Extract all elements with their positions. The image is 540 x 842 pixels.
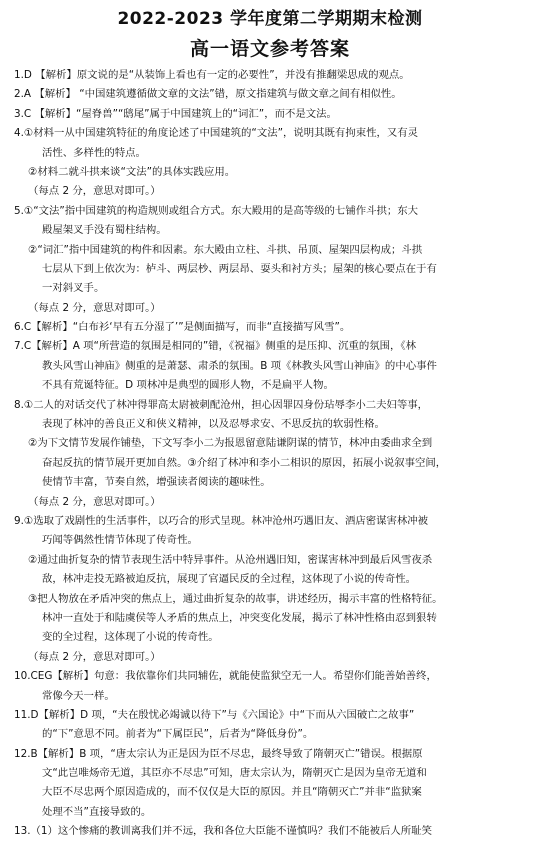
answer-line: ②“词汇”指中国建筑的构件和因素。东大殿由立柱、斗拱、吊顶、屋架四层构成；斗拱	[28, 243, 423, 256]
answer-line: 使情节丰富，节奏自然，增强读者阅读的趣味性。	[42, 476, 271, 489]
answer-line: 变的全过程，这体现了小说的传奇性。	[42, 631, 219, 644]
answer-line: 的“下”意思不同。前者为“下属臣民”，后者为“降低身份”。	[42, 728, 314, 741]
answer-line: （每点 2 分，意思对即可。）	[28, 301, 161, 314]
answer-line: 10.CEG【解析】句意：我依靠你们共同辅佐，就能使监狱空无一人。希望你们能善始善终，	[14, 670, 437, 683]
answer-line: 9.①选取了戏剧性的生活事件，以巧合的形式呈现。林冲沧州巧遇旧友、酒店密谋害林冲被	[14, 514, 429, 527]
answer-line: 活性、多样性的特点。	[42, 146, 146, 159]
answer-line: 奋起反抗的情节展开更加自然。③介绍了林冲和李小二相识的原因，拓展小说叙事空间，	[42, 456, 447, 469]
answer-line: 7.C【解析】A 项“所营造的氛围是相同的”错，《祝福》侧重的是压抑、沉重的氛围，《林	[14, 340, 417, 353]
answer-line: 6.C【解析】“白布衫‘早有五分湿了’”是侧面描写，而非“直接描写风雪”。	[14, 321, 351, 334]
answer-line: 13.（1）这个惨痛的教训离我们并不远，我和各位大臣能不谨慎吗？我们不能被后人所耻笑	[14, 825, 432, 838]
answer-line: 常像今天一样。	[42, 689, 115, 702]
answer-line: 敌，林冲走投无路被迫反抗，展现了官逼民反的全过程，这体现了小说的传奇性。	[42, 573, 417, 586]
answer-line: 教头风雪山神庙》侧重的是萧瑟、肃杀的氛围。B 项《林教头风雪山神庙》的中心事件	[42, 359, 437, 372]
answer-line: 林冲一直处于和陆虞侯等人矛盾的焦点上，冲突变化发展，揭示了林冲性格由忍到狠转	[42, 611, 437, 624]
answer-line: 2.A 【解析】 “中国建筑遵循做文章的文法”错，原文指建筑与做文章之间有相似性。	[14, 88, 402, 101]
answer-list	[14, 66, 534, 842]
answer-line: 3.C 【解析】“屋脊兽”“鸱尾”属于中国建筑上的“词汇”，而不是文法。	[14, 107, 337, 120]
answer-line: ②材料二就斗拱来谈“文法”的具体实践应用。	[28, 165, 236, 178]
answer-line: 文“此岂唯炀帝无道，其臣亦不尽忠”可知，唐太宗认为，隋朝灭亡是因为皇帝无道和	[42, 767, 427, 780]
answer-line: （每点 2 分，意思对即可。）	[28, 650, 161, 663]
exam-title: 2022-2023 学年度第二学期期末检测	[117, 9, 423, 29]
answer-line: 5.①“文法”指中国建筑的构造规则或组合方式。东大殿用的是高等级的七铺作斗拱；东大	[14, 204, 419, 217]
answer-line: 表现了林冲的善良正义和侠义精神，以及忍辱求安、不思反抗的软弱性格。	[42, 418, 385, 431]
answer-line: 巧闻等偶然性情节体现了传奇性。	[42, 534, 198, 547]
answer-line: ②为下文情节发展作铺垫，下文写李小二为报恩留意陆谦阴谋的情节，林冲由委曲求全到	[28, 437, 433, 450]
answer-line: 8.①二人的对话交代了林冲得罪高太尉被刺配沧州，担心因罪囚身份玷辱李小二夫妇等事，	[14, 398, 429, 411]
answer-line: 大臣不尽忠两个原因造成的，而不仅仅是大臣的原因。并且“隋朝灭亡”并非“监狱案	[42, 786, 422, 799]
answer-line: 1.D 【解析】原文说的是“从装饰上看也有一定的必要性”，并没有推翻梁思成的观点。	[14, 69, 410, 81]
answer-line: 4.①材料一从中国建筑特征的角度论述了中国建筑的“文法”，说明其既有拘束性，又有灵	[14, 127, 419, 140]
answer-line: 12.B【解析】B 项，“唐太宗认为正是因为臣不尽忠，最终导致了隋朝灭亡”错误。根据原	[14, 747, 423, 760]
answer-line: 处理不当”直接导致的。	[42, 805, 152, 818]
answer-line: 不具有荒诞特征。D 项林冲是典型的圆形人物，不是扁平人物。	[42, 379, 334, 392]
answer-line: 七层从下到上依次为：栌斗、两层杪、两层昂、耍头和衬方头；屋架的核心要点在于有	[42, 262, 437, 275]
answer-line: 殿屋架叉手没有蜀柱结构。	[42, 224, 167, 237]
answer-line: （每点 2 分，意思对即可。）	[28, 495, 161, 508]
answer-line: 11.D【解析】D 项，“夫在殷忧必竭诚以待下”与《六国论》中“下而从六国破亡之故事”	[14, 708, 415, 721]
answer-line: （每点 2 分，意思对即可。）	[28, 185, 161, 198]
answer-line: ②通过曲折复杂的情节表现生活中特异事件。从沧州遇旧知，密谋害林冲到最后风雪夜杀	[28, 553, 433, 566]
answer-line: 一对斜叉手。	[42, 282, 105, 295]
document-title: 高一语文参考答案	[189, 38, 350, 60]
answer-line: ③把人物放在矛盾冲突的焦点上，通过曲折复杂的故事，讲述经历，揭示丰富的性格特征。	[28, 592, 443, 605]
